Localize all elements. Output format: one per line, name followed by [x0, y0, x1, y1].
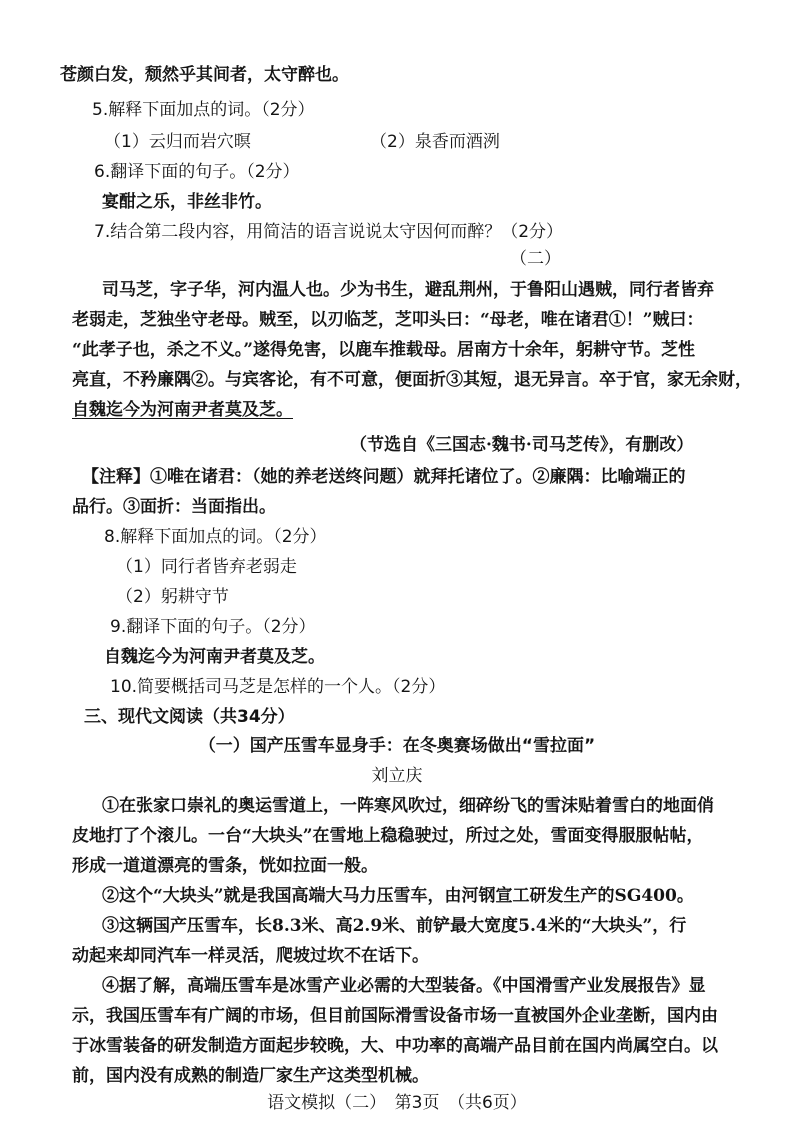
- article-para-2: ②这个“大块头”就是我国高端大马力压雪车，由河钢宣工研发生产的SG400。: [102, 886, 694, 906]
- question-5-stem: 5.解释下面加点的词。（2分）: [92, 100, 315, 120]
- article-para-1-line-1: ①在张家口崇礼的奥运雪道上，一阵寒风吹过，细碎纷飞的雪沫贴着雪白的地面俏: [102, 796, 714, 816]
- article-para-4-line-4: 前，国内没有成熟的制造厂家生产这类型机械。: [72, 1066, 429, 1086]
- question-8-item-1: （1）同行者皆弃老弱走: [116, 557, 297, 577]
- article-title: （一）国产压雪车显身手：在冬奥赛场做出“雪拉面”: [198, 736, 596, 756]
- question-8-item-2: （2）躬耕守节: [116, 587, 229, 607]
- page-footer: 语文模拟（二） 第3页 （共6页）: [267, 1093, 527, 1113]
- notes-line-2: 品行。③面折：当面指出。: [72, 497, 276, 517]
- passage2-line-3: “此孝子也，杀之不义。”遂得免害，以鹿车推载母。居南方十余年，躬耕守节。芝性: [72, 340, 696, 360]
- passage2-line-4: 亮直，不矜廉隅②。与宾客论，有不可意，便面折③其短，退无异言。卒于官，家无余财，: [72, 370, 752, 390]
- question-10-stem: 10.简要概括司马芝是怎样的一个人。（2分）: [110, 677, 446, 697]
- question-7-stem: 7.结合第二段内容，用简洁的语言说说太守因何而醉？（2分）: [94, 222, 564, 242]
- question-9-sentence: 自魏迄今为河南尹者莫及芝。: [104, 647, 325, 667]
- part-3-heading: 三、现代文阅读（共34分）: [84, 707, 295, 727]
- passage1-tail: 苍颜白发，颓然乎其间者，太守醉也。: [60, 65, 349, 85]
- question-8-stem: 8.解释下面加点的词。（2分）: [104, 527, 327, 547]
- article-para-3-line-1: ③这辆国产压雪车，长8.3米、高2.9米、前铲最大宽度5.4米的“大块头”，行: [102, 916, 687, 936]
- article-author: 刘立庆: [371, 766, 423, 786]
- passage2-line-5-underlined: 自魏迄今为河南尹者莫及芝。: [72, 400, 293, 420]
- question-6-stem: 6.翻译下面的句子。（2分）: [94, 162, 300, 182]
- passage2-source: （节选自《三国志·魏书·司马芝传》，有删改）: [350, 435, 694, 455]
- notes-line-1: 【注释】①唯在诸君：（她的养老送终问题）就拜托诸位了。②廉隅：比喻端正的: [82, 467, 686, 487]
- article-para-4-line-3: 于冰雪装备的研发制造方面起步较晚，大、中功率的高端产品目前在国内尚属空白。以: [72, 1036, 718, 1056]
- question-6-sentence: 宴酣之乐，非丝非竹。: [102, 192, 272, 212]
- question-5-item-2: （2）泉香而酒洌: [370, 132, 500, 152]
- passage2-line-2: 老弱走，芝独坐守老母。贼至，以刃临芝，芝叩头曰：“母老，唯在诸君①！”贼曰：: [72, 310, 704, 330]
- question-5-item-1: （1）云归而岩穴暝: [104, 132, 251, 152]
- article-para-3-line-2: 动起来却同汽车一样灵活，爬坡过坎不在话下。: [72, 946, 429, 966]
- article-para-4-line-2: 示，我国压雪车有广阔的市场，但目前国际滑雪设备市场一直被国外企业垄断，国内由: [72, 1006, 718, 1026]
- passage2-line-1: 司马芝，字子华，河内温人也。少为书生，避乱荆州，于鲁阳山遇贼，同行者皆弃: [102, 280, 714, 300]
- article-para-4-line-1: ④据了解，高端压雪车是冰雪产业必需的大型装备。《中国滑雪产业发展报告》显: [102, 976, 706, 996]
- section-2-heading: （二）: [510, 249, 561, 269]
- article-para-1-line-2: 皮地打了个滚儿。一台“大块头”在雪地上稳稳驶过，所过之处，雪面变得服服帖帖，: [72, 826, 704, 846]
- question-9-stem: 9.翻译下面的句子。（2分）: [110, 617, 316, 637]
- article-para-1-line-3: 形成一道道漂亮的雪条，恍如拉面一般。: [72, 856, 378, 876]
